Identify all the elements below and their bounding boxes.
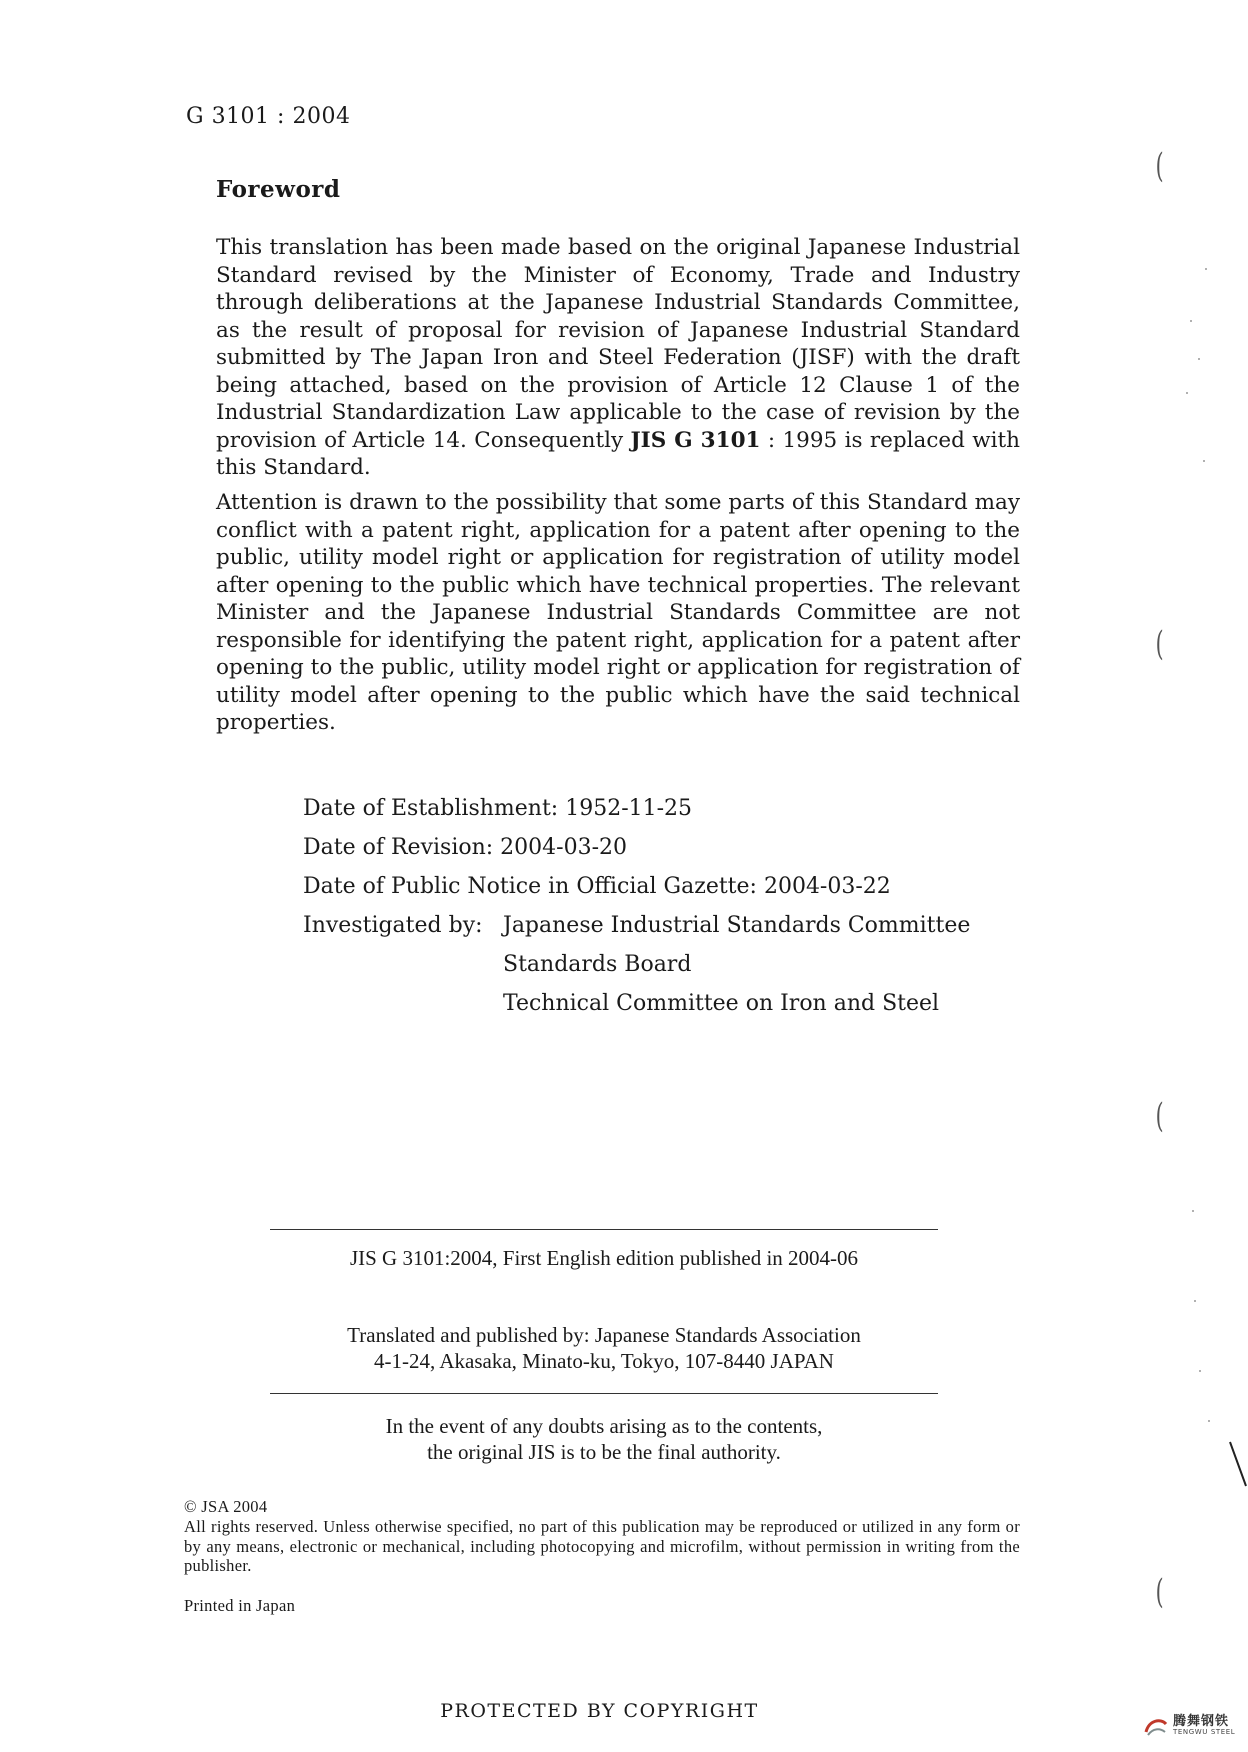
investigated-by-label: Investigated by: xyxy=(303,913,483,938)
binder-hole-mark: ( xyxy=(1155,146,1164,186)
investigated-by-item: Japanese Industrial Standards Committee xyxy=(503,913,971,938)
binder-hole-mark: ( xyxy=(1155,624,1164,664)
investigated-by-list xyxy=(503,906,970,1023)
scan-speck xyxy=(1194,1300,1196,1302)
investigated-by-item: Standards Board xyxy=(503,952,692,977)
scan-speck xyxy=(1208,1420,1210,1422)
authority-note-line-1: In the event of any doubts arising as to the contents, xyxy=(385,1414,823,1438)
date-of-establishment: Date of Establishment: 1952-11-25 xyxy=(303,796,693,821)
scan-speck xyxy=(1203,460,1205,462)
foreword-title: Foreword xyxy=(216,176,341,203)
paragraph-1-text-b: : 1995 is replaced with this Standard. xyxy=(216,427,1020,480)
authority-note xyxy=(270,1413,938,1465)
investigated-by xyxy=(303,906,970,1023)
scan-speck xyxy=(1190,320,1192,322)
dates-block xyxy=(303,789,970,1023)
foreword-paragraph-2: Attention is drawn to the possibility that some parts of this Standard may conflict with a patent right, application for a patent after opening to the public, utility model right or application for registration of utility model after opening to the public which have technical properties. The relevant Minister and the Japanese Industrial Standards Committee are not responsible for identifying the patent right, application for a patent after opening to the public, utility model right or application for registration of utility model after opening to the public which have the said technical properties. xyxy=(216,490,1020,735)
scan-speck xyxy=(1205,268,1207,270)
copyright-notice: © JSA 2004 xyxy=(184,1497,268,1516)
investigated-by-item: Technical Committee on Iron and Steel xyxy=(503,991,940,1016)
binder-hole-mark: ( xyxy=(1155,1096,1164,1136)
foreword-paragraph-1 xyxy=(216,234,1020,482)
scan-speck xyxy=(1186,392,1188,394)
watermark-text xyxy=(1173,1716,1235,1738)
edition-line: JIS G 3101:2004, First English edition published in 2004-06 xyxy=(349,1246,859,1270)
watermark-logo xyxy=(1143,1716,1235,1738)
printed-in: Printed in Japan xyxy=(184,1596,296,1615)
document-id-header: G 3101 : 2004 xyxy=(186,104,351,129)
paragraph-1-bold-standard: JIS G 3101 xyxy=(630,427,761,453)
paragraph-1-text-a: This translation has been made based on the original Japanese Industrial Standard revised by the Minister of Economy, Trade and Industry through deliberations at the Japanese Industrial Standards Committee, as the result of proposal for revision of Japanese Industrial Standard submitted by The Japan Iron and Steel Federation (JISF) with the draft being attached, based on the provision of Article 12 Clause 1 of the Industrial Standardization Law applicable to the case of revision by the provision of Article 14. Consequently xyxy=(216,235,1020,453)
publisher-line: Translated and published by: Japanese Standards Association xyxy=(347,1323,861,1347)
protected-by-copyright: PROTECTED BY COPYRIGHT xyxy=(440,1700,759,1722)
scan-speck xyxy=(1192,1210,1194,1212)
scan-speck xyxy=(1198,358,1200,360)
tengwu-logo-icon xyxy=(1143,1716,1169,1738)
publisher-address: 4-1-24, Akasaka, Minato-ku, Tokyo, 107-8440 JAPAN xyxy=(374,1349,834,1373)
date-of-revision: Date of Revision: 2004-03-20 xyxy=(303,835,628,860)
scan-edge-mark xyxy=(1228,1440,1248,1490)
publisher-block xyxy=(270,1322,938,1374)
date-of-public-notice: Date of Public Notice in Official Gazette: 2004-03-22 xyxy=(303,874,891,899)
watermark-en: TENGWU STEEL xyxy=(1173,1728,1236,1736)
divider-top xyxy=(270,1229,938,1230)
authority-note-line-2: the original JIS is to be the final authority. xyxy=(427,1440,781,1464)
binder-hole-mark: ( xyxy=(1155,1572,1164,1612)
scan-speck xyxy=(1199,1370,1201,1372)
divider-bottom xyxy=(270,1393,938,1394)
rights-notice: All rights reserved. Unless otherwise specified, no part of this publication may be reproduced or utilized in any form or by any means, electronic or mechanical, including photocopying and microfilm, without permission in writing from the publisher. xyxy=(184,1517,1020,1575)
watermark-cn: 腾舞钢铁 xyxy=(1173,1714,1230,1729)
